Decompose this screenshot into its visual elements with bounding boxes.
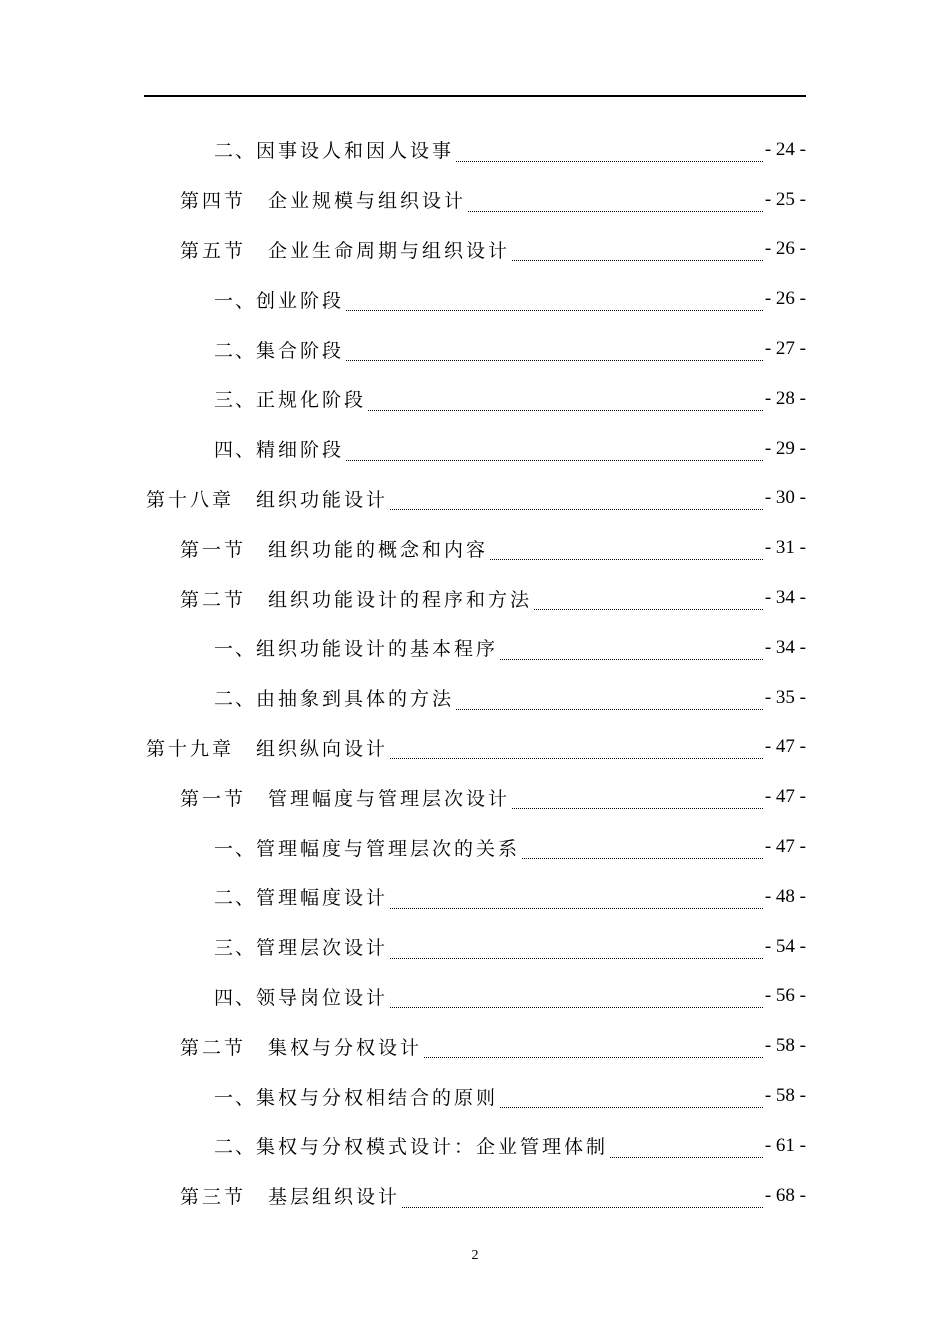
toc-entry[interactable] [0, 872, 950, 922]
toc-entry-title: 领导岗位设计 [256, 986, 389, 1009]
toc-entry-number: 一、 [214, 638, 257, 661]
toc-entry-number: 四、 [214, 439, 257, 462]
toc-entry[interactable] [0, 673, 950, 723]
toc-page-reference: - 58 - [764, 1085, 806, 1107]
toc-entry-number: 第二节 [180, 588, 247, 611]
toc-entry-title: 管理幅度与管理层次的关系 [256, 837, 521, 860]
toc-entry-number: 一、 [214, 1086, 257, 1109]
toc-dot-leader [534, 590, 763, 610]
toc-dot-leader [500, 640, 763, 660]
toc-page-reference: - 30 - [764, 487, 806, 509]
toc-entry[interactable] [0, 374, 950, 424]
toc-page-reference: - 47 - [764, 736, 806, 758]
toc-entry-title: 企业生命周期与组织设计 [268, 239, 511, 262]
toc-entry-title: 组织功能设计的基本程序 [256, 638, 499, 661]
toc-page-reference: - 27 - [764, 338, 806, 360]
toc-page-reference: - 31 - [764, 537, 806, 559]
toc-dot-leader [512, 789, 763, 809]
toc-entry-title: 正规化阶段 [256, 389, 367, 412]
toc-entry[interactable] [0, 822, 950, 872]
toc-entry-title: 企业规模与组织设计 [268, 190, 467, 213]
toc-entry[interactable] [0, 274, 950, 324]
toc-page-reference: - 35 - [764, 686, 806, 708]
toc-dot-leader [390, 889, 763, 909]
toc-entry[interactable] [0, 1071, 950, 1121]
toc-entry-number: 三、 [214, 389, 257, 412]
toc-entry-title: 精细阶段 [256, 439, 345, 462]
toc-entry-title: 组织功能的概念和内容 [268, 538, 489, 561]
toc-entry-title: 管理幅度与管理层次设计 [268, 787, 511, 810]
toc-entry[interactable] [0, 1021, 950, 1071]
toc-entry[interactable] [0, 772, 950, 822]
toc-entry-title: 管理幅度设计 [256, 887, 389, 910]
toc-entry[interactable] [0, 175, 950, 225]
toc-dot-leader [512, 241, 763, 261]
toc-entry-title: 组织功能设计 [256, 488, 389, 511]
toc-entry[interactable] [0, 723, 950, 773]
toc-entry[interactable] [0, 972, 950, 1022]
toc-dot-leader [390, 939, 763, 959]
toc-entry-number: 二、 [214, 140, 257, 163]
toc-entry-number: 一、 [214, 289, 257, 312]
toc-entry-number: 第四节 [180, 190, 247, 213]
toc-page-reference: - 26 - [764, 238, 806, 260]
toc-entry-number: 第一节 [180, 787, 247, 810]
toc-page-reference: - 61 - [764, 1134, 806, 1156]
toc-entry-number: 二、 [214, 688, 257, 711]
toc-page-reference: - 34 - [764, 636, 806, 658]
toc-entry[interactable] [0, 623, 950, 673]
toc-page-reference: - 58 - [764, 1035, 806, 1057]
toc-entry[interactable] [0, 1121, 950, 1171]
toc-dot-leader [468, 192, 763, 212]
toc-entry-title: 管理层次设计 [256, 937, 389, 960]
toc-dot-leader [346, 441, 763, 461]
toc-dot-leader [390, 988, 763, 1008]
toc-entry-number: 二、 [214, 887, 257, 910]
toc-entry[interactable] [0, 922, 950, 972]
toc-dot-leader [390, 490, 763, 510]
toc-page-reference: - 47 - [764, 786, 806, 808]
toc-entry-title: 集权与分权设计 [268, 1036, 423, 1059]
toc-entry-title: 基层组织设计 [268, 1186, 401, 1209]
toc-entry[interactable] [0, 424, 950, 474]
toc-entry-number: 一、 [214, 837, 257, 860]
toc-page-reference: - 26 - [764, 288, 806, 310]
toc-entry-number: 第三节 [180, 1186, 247, 1209]
toc-entry-number: 二、 [214, 1136, 257, 1159]
toc-page-reference: - 48 - [764, 885, 806, 907]
toc-dot-leader [522, 839, 763, 859]
toc-entry[interactable] [0, 523, 950, 573]
toc-page-reference: - 28 - [764, 387, 806, 409]
toc-page-reference: - 47 - [764, 836, 806, 858]
toc-page-reference: - 24 - [764, 138, 806, 160]
toc-dot-leader [390, 739, 763, 759]
toc-page-reference: - 34 - [764, 587, 806, 609]
toc-entry-title: 由抽象到具体的方法 [256, 688, 455, 711]
toc-entry-number: 第一节 [180, 538, 247, 561]
toc-dot-leader [610, 1138, 763, 1158]
toc-entry-number: 第二节 [180, 1036, 247, 1059]
toc-entry-number: 三、 [214, 937, 257, 960]
toc-dot-leader [402, 1188, 763, 1208]
page-number: 2 [471, 1248, 479, 1263]
toc-entry-number: 第十九章 [146, 737, 235, 760]
toc-dot-leader [346, 291, 763, 311]
toc-entry[interactable] [0, 225, 950, 275]
toc-entry-title: 因事设人和因人设事 [256, 140, 455, 163]
toc-entry[interactable] [0, 474, 950, 524]
toc-dot-leader [490, 540, 763, 560]
toc-entry-title: 集权与分权模式设计：企业管理体制 [256, 1136, 609, 1159]
toc-entry-title: 集权与分权相结合的原则 [256, 1086, 499, 1109]
toc-entry[interactable] [0, 125, 950, 175]
toc-page-reference: - 25 - [764, 188, 806, 210]
toc-entry-number: 第五节 [180, 239, 247, 262]
toc-entry-title: 组织功能设计的程序和方法 [268, 588, 533, 611]
toc-page-reference: - 56 - [764, 985, 806, 1007]
toc-entry[interactable] [0, 573, 950, 623]
toc-entry-title: 创业阶段 [256, 289, 345, 312]
toc-dot-leader [346, 341, 763, 361]
toc-dot-leader [368, 391, 763, 411]
toc-page-reference: - 54 - [764, 935, 806, 957]
toc-page-reference: - 68 - [764, 1184, 806, 1206]
toc-entry-title: 组织纵向设计 [256, 737, 389, 760]
header-rule [144, 95, 806, 97]
toc-entry-title: 集合阶段 [256, 339, 345, 362]
table-of-contents [0, 125, 950, 1221]
toc-entry[interactable] [0, 324, 950, 374]
toc-dot-leader [424, 1038, 763, 1058]
toc-entry-number: 第十八章 [146, 488, 235, 511]
toc-dot-leader [456, 142, 763, 162]
toc-dot-leader [456, 690, 763, 710]
toc-entry[interactable] [0, 1171, 950, 1221]
toc-page-reference: - 29 - [764, 437, 806, 459]
toc-dot-leader [500, 1088, 763, 1108]
toc-entry-number: 二、 [214, 339, 257, 362]
toc-entry-number: 四、 [214, 986, 257, 1009]
